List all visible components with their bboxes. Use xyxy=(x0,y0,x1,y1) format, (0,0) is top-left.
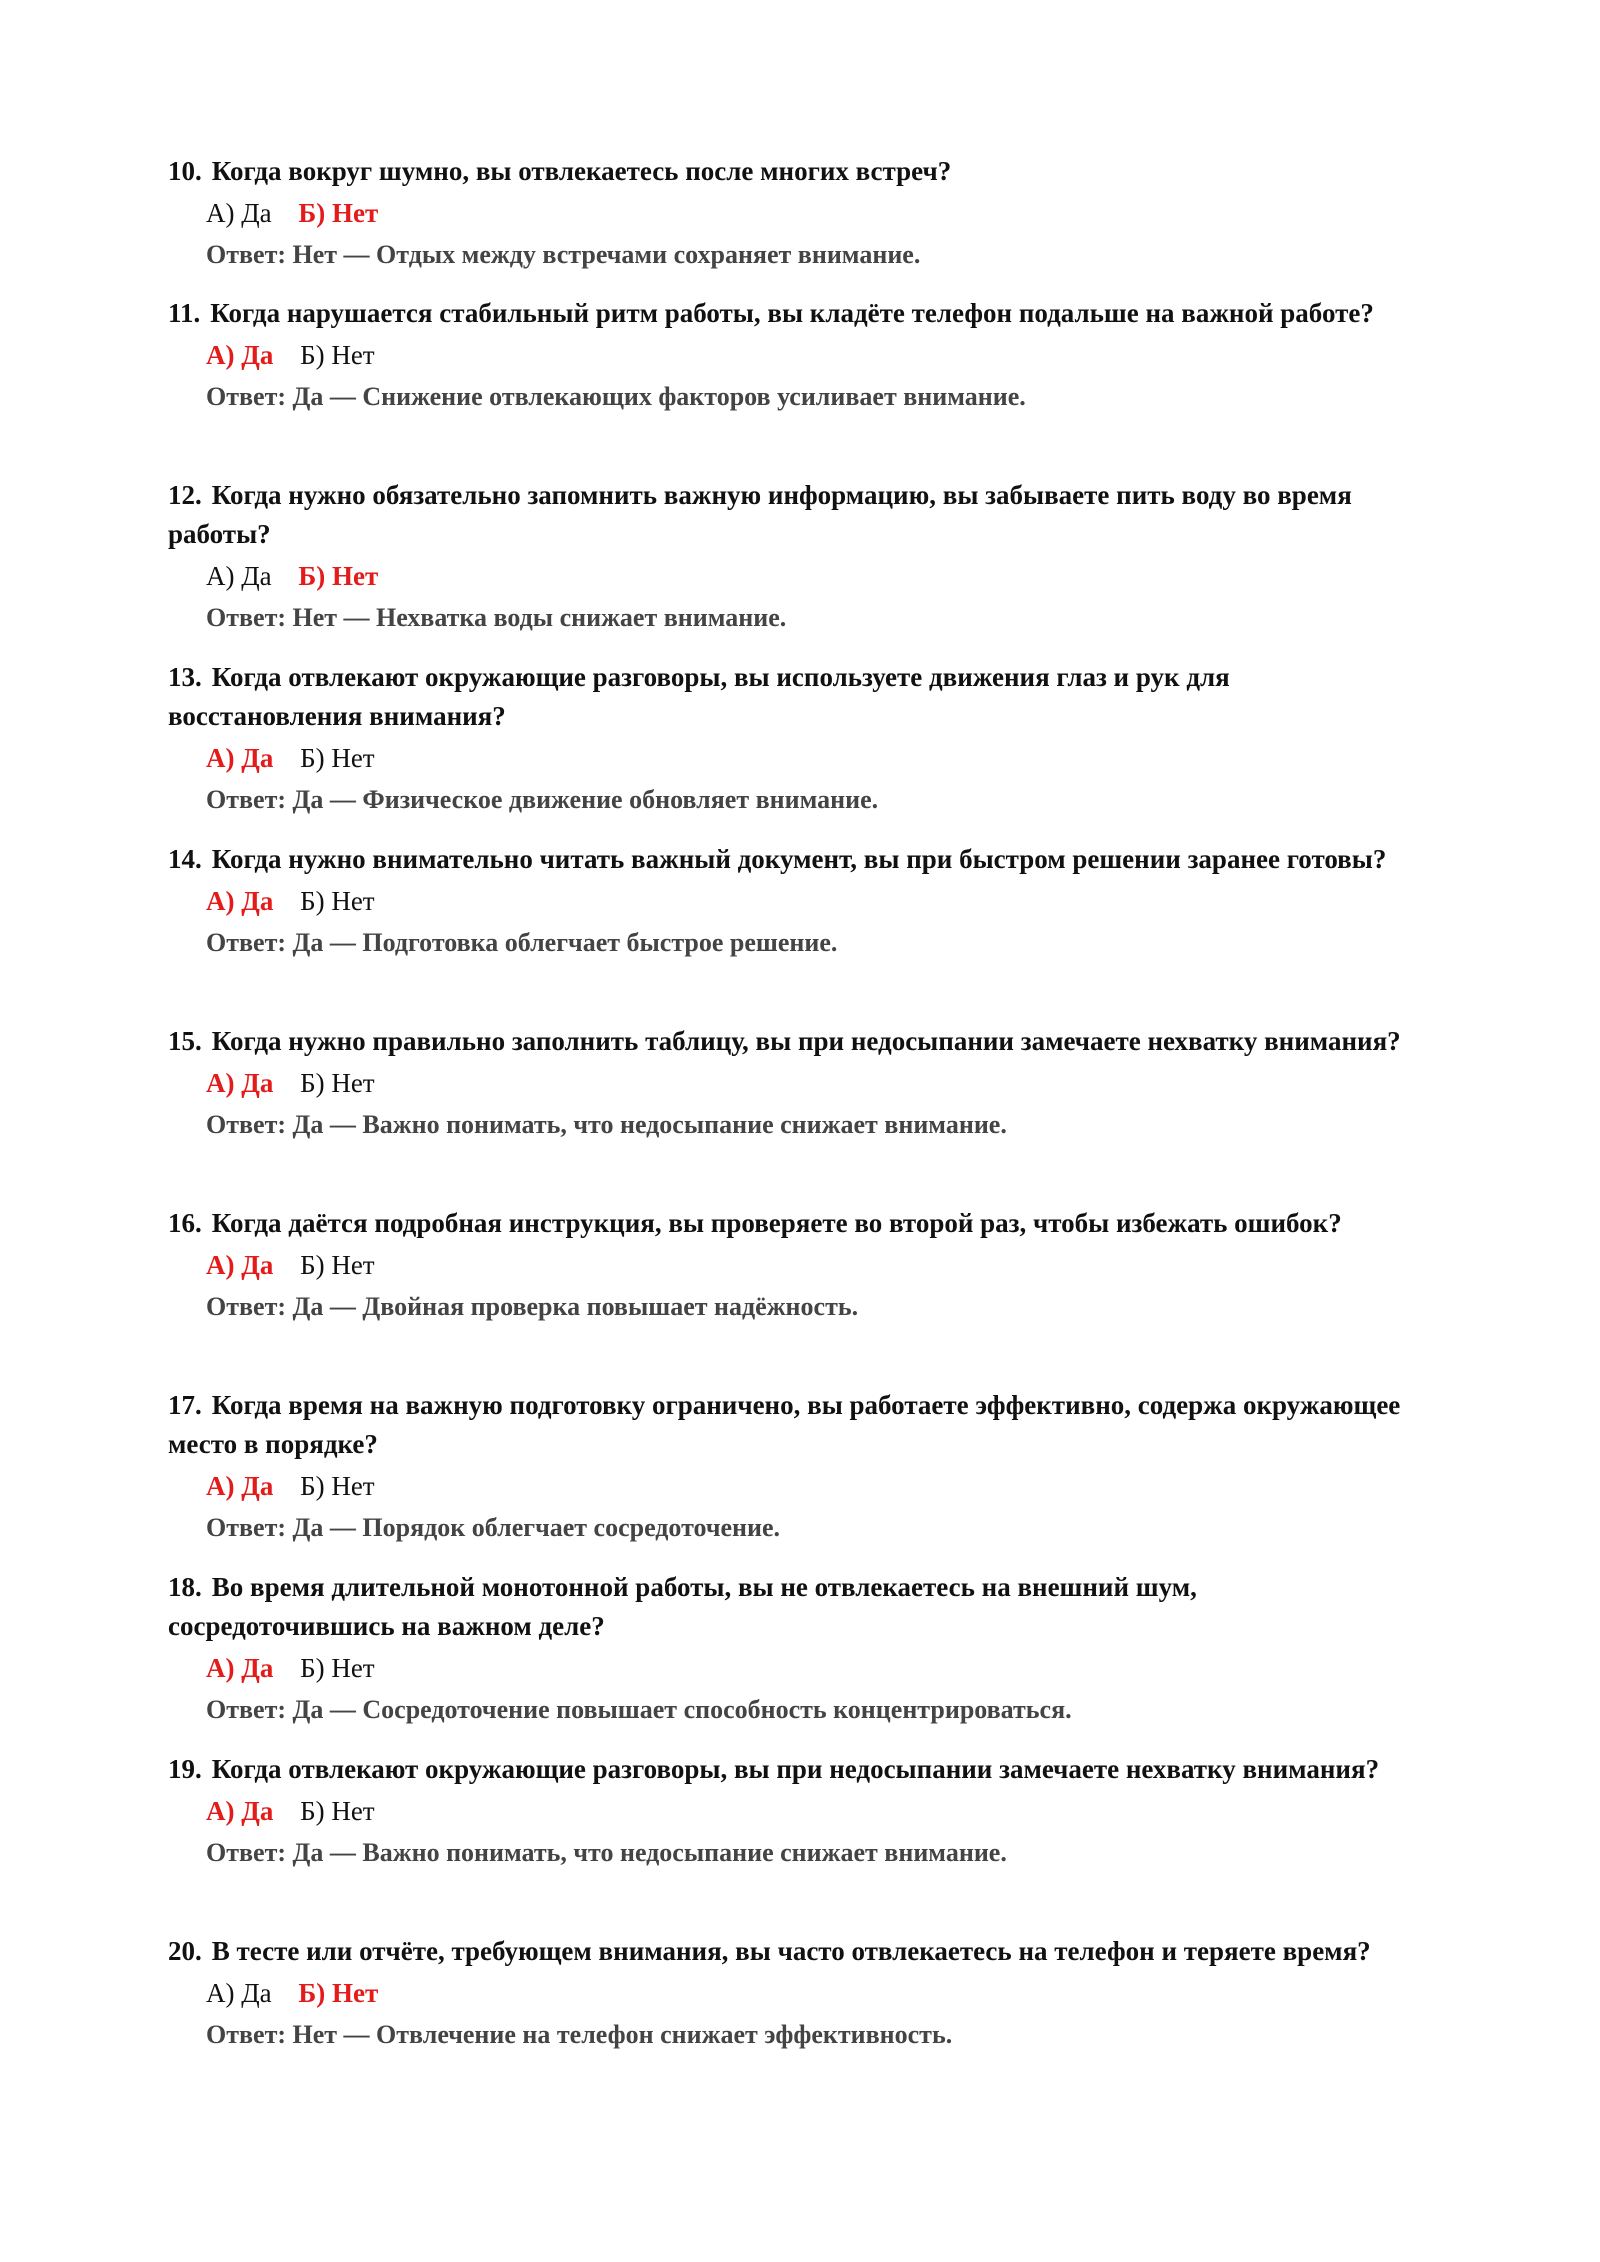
answer-explanation: Ответ: Да — Подготовка облегчает быстрое решение. xyxy=(206,928,838,957)
question-12 xyxy=(168,476,1413,638)
question-text xyxy=(168,1386,1413,1464)
question-text xyxy=(168,840,1413,879)
options-row xyxy=(206,1973,1413,2013)
option-a-correct: А) Да xyxy=(206,1653,274,1683)
question-number: 11. xyxy=(168,298,201,328)
answer-explanation: Ответ: Да — Сосредоточение повышает способность концентрироваться. xyxy=(206,1695,1072,1724)
answer-explanation: Ответ: Нет — Отвлечение на телефон снижает эффективность. xyxy=(206,2020,953,2049)
question-label: Когда отвлекают окружающие разговоры, вы используете движения глаз и рук для восстановления внимания? xyxy=(168,662,1230,731)
question-label: Когда вокруг шумно, вы отвлекаетесь после многих встреч? xyxy=(211,156,952,186)
option-a-correct: А) Да xyxy=(206,340,274,370)
question-label: В тесте или отчёте, требующем внимания, вы часто отвлекаетесь на телефон и теряете время? xyxy=(211,1936,1371,1966)
question-18 xyxy=(168,1568,1413,1730)
options-row xyxy=(206,1466,1413,1506)
options-row xyxy=(206,1791,1413,1831)
question-text xyxy=(168,1750,1413,1789)
question-text xyxy=(168,1022,1413,1061)
question-19 xyxy=(168,1750,1413,1873)
question-number: 15. xyxy=(168,1026,202,1056)
question-text xyxy=(168,658,1413,736)
option-b: Б) Нет xyxy=(300,1796,375,1826)
option-a-correct: А) Да xyxy=(206,1068,274,1098)
answer-explanation: Ответ: Да — Физическое движение обновляет внимание. xyxy=(206,785,879,814)
question-number: 17. xyxy=(168,1390,202,1420)
option-b: Б) Нет xyxy=(300,886,375,916)
question-number: 18. xyxy=(168,1572,202,1602)
question-13 xyxy=(168,658,1413,820)
answer-explanation: Ответ: Да — Снижение отвлекающих факторов усиливает внимание. xyxy=(206,382,1026,411)
options-row xyxy=(206,1063,1413,1103)
option-a-correct: А) Да xyxy=(206,1471,274,1501)
question-number: 20. xyxy=(168,1936,202,1966)
answer-explanation: Ответ: Да — Важно понимать, что недосыпание снижает внимание. xyxy=(206,1838,1007,1867)
question-text xyxy=(168,152,1413,191)
option-b-correct: Б) Нет xyxy=(298,198,379,228)
question-number: 10. xyxy=(168,156,202,186)
answer-explanation: Ответ: Да — Порядок облегчает сосредоточение. xyxy=(206,1513,781,1542)
question-text xyxy=(168,1568,1413,1646)
options-row xyxy=(206,193,1413,233)
answer-explanation: Ответ: Нет — Отдых между встречами сохраняет внимание. xyxy=(206,240,921,269)
question-17 xyxy=(168,1386,1413,1548)
question-number: 13. xyxy=(168,662,202,692)
option-a-correct: А) Да xyxy=(206,886,274,916)
option-a-correct: А) Да xyxy=(206,743,274,773)
question-text xyxy=(168,476,1413,554)
options-row xyxy=(206,881,1413,921)
question-14 xyxy=(168,840,1413,963)
question-label: Когда даётся подробная инструкция, вы проверяете во второй раз, чтобы избежать ошибок? xyxy=(211,1208,1342,1238)
question-text xyxy=(168,294,1413,333)
option-b-correct: Б) Нет xyxy=(298,561,379,591)
question-16 xyxy=(168,1204,1413,1327)
options-row xyxy=(206,1648,1413,1688)
option-a: А) Да xyxy=(206,198,272,228)
option-b: Б) Нет xyxy=(300,1250,375,1280)
answer-explanation: Ответ: Да — Важно понимать, что недосыпание снижает внимание. xyxy=(206,1110,1007,1139)
question-label: Когда нужно внимательно читать важный документ, вы при быстром решении заранее готовы? xyxy=(211,844,1387,874)
question-20 xyxy=(168,1932,1413,2055)
question-label: Когда нужно обязательно запомнить важную информацию, вы забываете пить воду во время работы? xyxy=(168,480,1352,549)
options-row xyxy=(206,335,1413,375)
option-b-correct: Б) Нет xyxy=(298,1978,379,2008)
question-label: Когда нужно правильно заполнить таблицу, вы при недосыпании замечаете нехватку внимания? xyxy=(211,1026,1401,1056)
question-number: 12. xyxy=(168,480,202,510)
option-b: Б) Нет xyxy=(300,1653,375,1683)
question-label: Во время длительной монотонной работы, вы не отвлекаетесь на внешний шум, сосредоточившись на важном деле? xyxy=(168,1572,1197,1641)
question-text xyxy=(168,1204,1413,1243)
option-b: Б) Нет xyxy=(300,743,375,773)
question-number: 19. xyxy=(168,1754,202,1784)
question-number: 16. xyxy=(168,1208,202,1238)
question-15 xyxy=(168,1022,1413,1145)
option-b: Б) Нет xyxy=(300,340,375,370)
option-a-correct: А) Да xyxy=(206,1796,274,1826)
question-label: Когда нарушается стабильный ритм работы, вы кладёте телефон подальше на важной работе? xyxy=(210,298,1374,328)
option-a: А) Да xyxy=(206,561,272,591)
answer-explanation: Ответ: Нет — Нехватка воды снижает внимание. xyxy=(206,603,787,632)
question-number: 14. xyxy=(168,844,202,874)
options-row xyxy=(206,556,1413,596)
question-label: Когда отвлекают окружающие разговоры, вы при недосыпании замечаете нехватку внимания? xyxy=(211,1754,1380,1784)
option-b: Б) Нет xyxy=(300,1068,375,1098)
question-11 xyxy=(168,294,1413,417)
option-a: А) Да xyxy=(206,1978,272,2008)
options-row xyxy=(206,1245,1413,1285)
option-a-correct: А) Да xyxy=(206,1250,274,1280)
answer-explanation: Ответ: Да — Двойная проверка повышает надёжность. xyxy=(206,1292,859,1321)
options-row xyxy=(206,738,1413,778)
question-text xyxy=(168,1932,1413,1971)
question-10 xyxy=(168,152,1413,275)
option-b: Б) Нет xyxy=(300,1471,375,1501)
question-label: Когда время на важную подготовку ограничено, вы работаете эффективно, содержа окружающее место в порядке? xyxy=(168,1390,1401,1459)
